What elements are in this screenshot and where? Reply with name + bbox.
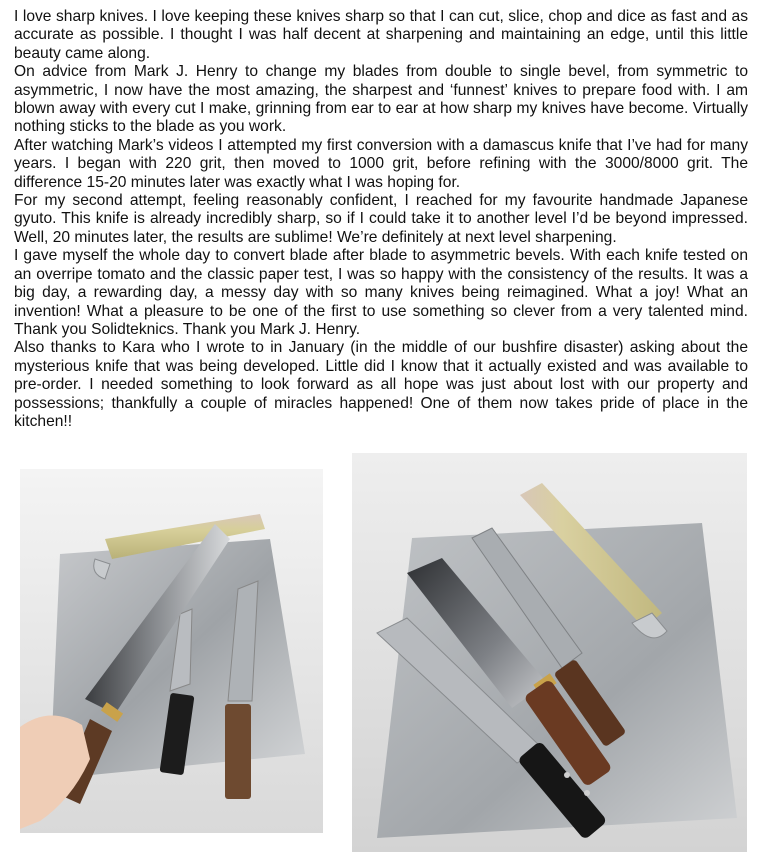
paragraph-2: On advice from Mark J. Henry to change my blades from double to single bevel, from symmetric to asymmetric, I now have the most amazing, the sharpest and ‘funnest’ knives to prepare food with. I am blown away with every cut I make, grinning from ear to ear at how sharp my knives have become. Virtually nothing sticks to the blade as you work. bbox=[14, 63, 748, 136]
knives-photo-left bbox=[20, 469, 323, 833]
knives-illustration-right bbox=[352, 453, 747, 852]
paragraph-3: After watching Mark’s videos I attempted my first conversion with a damascus knife that I’ve had for many years. I began with 220 grit, then moved to 1000 grit, before refining with the 3000/8000 grit. The difference 15-20 minutes later was exactly what I was hoping for. bbox=[14, 136, 748, 191]
article-body bbox=[14, 8, 748, 431]
paragraph-4: For my second attempt, feeling reasonably confident, I reached for my favourite handmade Japanese gyuto. This knife is already incredibly sharp, so if I could take it to another level I’d be beyond impressed. Well, 20 minutes later, the results are sublime! We’re definitely at next level sharpening. bbox=[14, 192, 748, 246]
wood-handle bbox=[225, 704, 251, 799]
knives-illustration-left bbox=[20, 469, 323, 833]
paragraph-6: Also thanks to Kara who I wrote to in January (in the middle of our bushfire disaster) asking about the mysterious knife that was being developed. Little did I know that it actually existed and was available to pre-order. I needed something to look forward as all hope was just about lost with our property and possessions; thankfully a couple of miracles happened! One of them now takes pride of place in the kitchen!! bbox=[14, 339, 748, 430]
knives-photo-right bbox=[352, 453, 747, 852]
paragraph-1: I love sharp knives. I love keeping these knives sharp so that I can cut, slice, chop and dice as fast and as accurate as possible. I thought I was half decent at sharpening and maintaining an edge, until this little beauty came along. bbox=[14, 8, 748, 62]
paragraph-5: I gave myself the whole day to convert blade after blade to asymmetric bevels. With each knife tested on an overripe tomato and the classic paper test, I was so happy with the consistency of the results. It was a big day, a rewarding day, a messy day with so many knives being reimagined. What a joy! What an invention! What a pleasure to be one of the first to use something so clever from a very talented mind. Thank you Solidteknics. Thank you Mark J. Henry. bbox=[14, 247, 748, 338]
handle-rivet bbox=[564, 772, 570, 778]
handle-rivet bbox=[584, 790, 590, 796]
